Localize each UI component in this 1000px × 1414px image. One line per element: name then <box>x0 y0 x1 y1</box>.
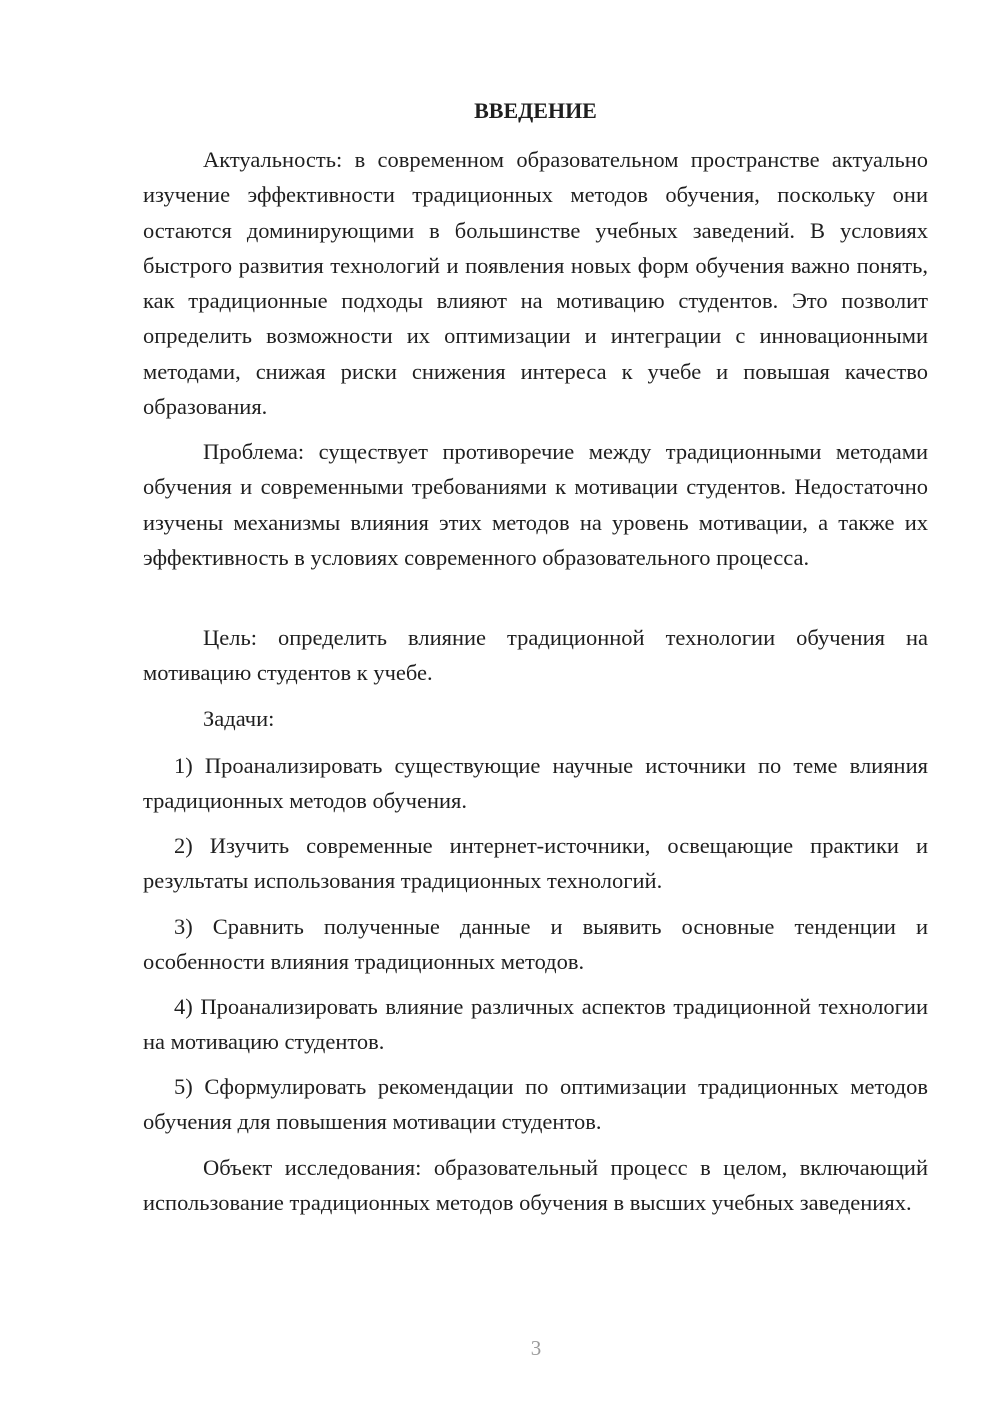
task-item-4: 4) Проанализировать влияние различных аспектов традиционной технологии на мотивацию студентов. <box>143 994 928 1055</box>
paragraph-goal: Цель: определить влияние традиционной технологии обучения на мотивацию студентов к учебе. <box>143 625 928 686</box>
page-title: ВВЕДЕНИЕ <box>474 98 597 123</box>
paragraph-relevance: Актуальность: в современном образовательном пространстве актуально изучение эффективности традиционных методов обучения, поскольку они остаются доминирующими в большинстве учебных заведений. В условиях быстрого развития технологий и появления новых форм обучения важно понять, как традиционные подходы влияют на мотивацию студентов. Это позволит определить возможности их оптимизации и интеграции с инновационными методами, снижая риски снижения интереса к учебе и повышая качество образования. <box>143 147 928 420</box>
paragraph-object: Объект исследования: образовательный процесс в целом, включающий использование традиционных методов обучения в высших учебных заведениях. <box>143 1155 928 1216</box>
paragraph-problem: Проблема: существует противоречие между традиционными методами обучения и современными требованиями к мотивации студентов. Недостаточно изучены механизмы влияния этих методов на уровень мотивации, а также их эффективность в условиях современного образовательного процесса. <box>143 439 928 570</box>
task-item-1: 1) Проанализировать существующие научные источники по теме влияния традиционных методов обучения. <box>143 753 928 814</box>
task-item-2: 2) Изучить современные интернет-источники, освещающие практики и результаты использования традиционных технологий. <box>143 833 928 894</box>
page-number: 3 <box>530 1336 542 1360</box>
paragraph-tasks-heading: Задачи: <box>203 706 275 731</box>
task-item-5: 5) Сформулировать рекомендации по оптимизации традиционных методов обучения для повышения мотивации студентов. <box>143 1074 928 1135</box>
task-item-3: 3) Сравнить полученные данные и выявить основные тенденции и особенности влияния традиционных методов. <box>143 914 928 975</box>
